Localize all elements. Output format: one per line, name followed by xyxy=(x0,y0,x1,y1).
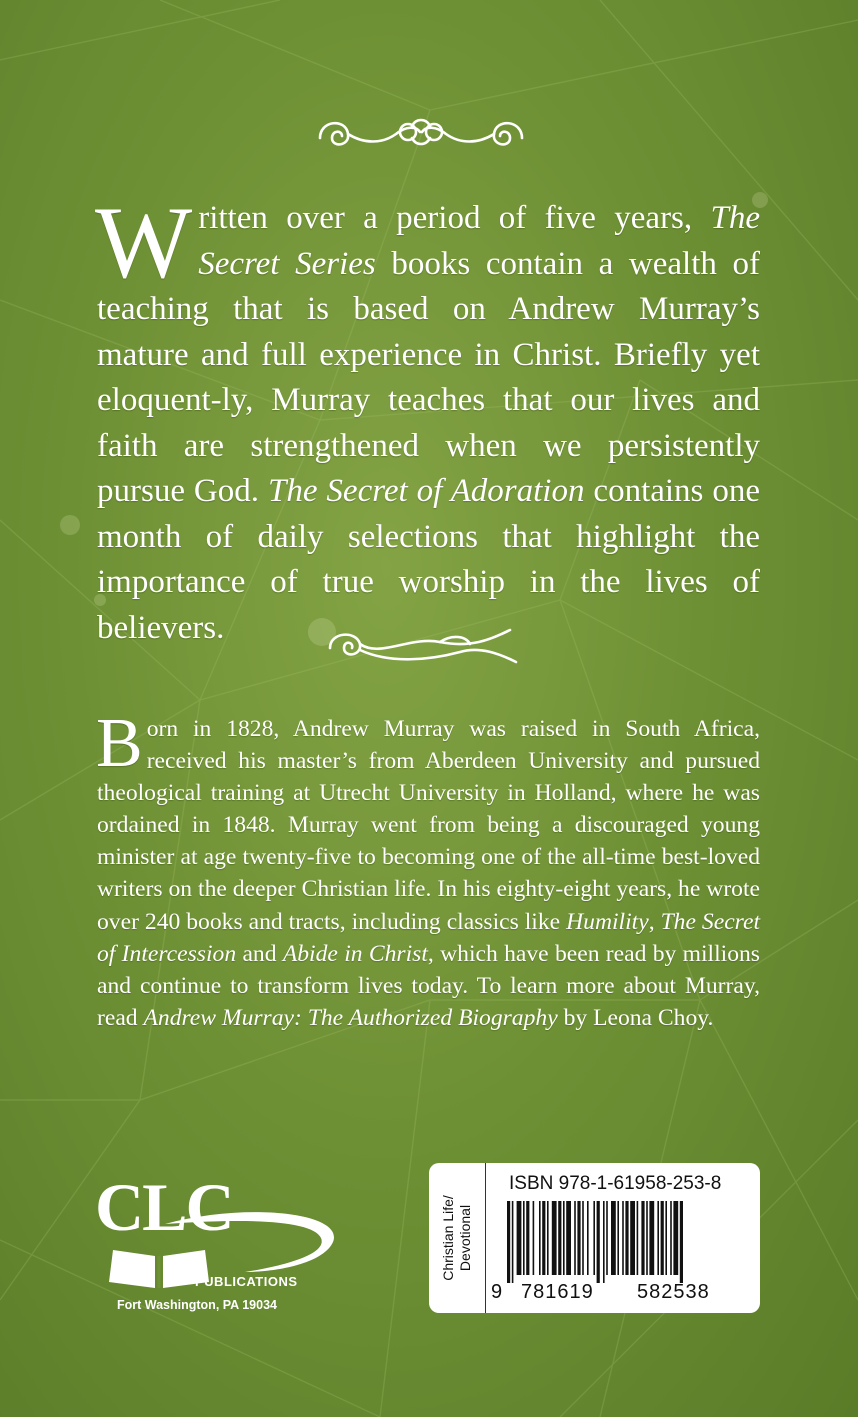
barcode-bar xyxy=(574,1201,576,1275)
barcode-bar xyxy=(523,1201,525,1275)
description-paragraph xyxy=(95,186,760,651)
barcode-bar xyxy=(533,1201,535,1275)
category-label-box xyxy=(429,1163,486,1313)
barcode-bar xyxy=(577,1201,580,1275)
barcode-bar xyxy=(611,1201,616,1275)
barcode-bar xyxy=(622,1201,624,1275)
barcode-bar xyxy=(587,1201,589,1275)
barcode-bar xyxy=(517,1201,522,1275)
series-title: The Secret Series xyxy=(198,200,760,282)
book-title: Abide in Christ xyxy=(282,940,428,967)
barcode-bar xyxy=(552,1201,557,1275)
barcode-bar xyxy=(542,1201,545,1275)
barcode-bar xyxy=(603,1201,605,1283)
barcode-digits-right: 582538 xyxy=(637,1281,710,1303)
barcode-bar xyxy=(563,1201,565,1275)
barcode-bar xyxy=(512,1201,514,1283)
description-text: books contain a wealth of teaching that is based on Andrew Murray’s mature and full experience in Christ. Briefly yet eloquent-ly, Murray teaches that our lives and faith are strengthened when we persistently pursue God. xyxy=(97,245,760,509)
isbn-number: ISBN 978-1-61958-253-8 xyxy=(509,1173,722,1194)
bio-text: , xyxy=(648,908,661,935)
barcode-bar xyxy=(625,1201,628,1275)
barcode-bar xyxy=(673,1201,678,1275)
publisher-logo xyxy=(95,1169,345,1322)
barcode-bar xyxy=(539,1201,541,1275)
bio-text: and xyxy=(236,940,283,967)
barcode-bar xyxy=(526,1201,529,1275)
top-flourish-ornament-icon xyxy=(312,108,530,156)
barcode-digits-left: 781619 xyxy=(521,1281,594,1303)
barcode-bar xyxy=(649,1201,654,1275)
open-book-icon xyxy=(109,1242,209,1290)
bio-text: by Leona Choy. xyxy=(557,1004,714,1031)
isbn-barcode-box xyxy=(429,1163,760,1313)
publisher-address: Fort Washington, PA 19034 xyxy=(117,1298,277,1312)
bio-text: , which have been read by millions and continue to transform lives today. To learn more about Murray, read xyxy=(97,940,760,1031)
barcode-bar xyxy=(558,1201,561,1275)
barcode-bar xyxy=(657,1201,659,1275)
barcode-bar xyxy=(630,1201,635,1275)
book-title: Humility xyxy=(566,908,649,935)
category-label: Christian Life/ Devotional xyxy=(440,1195,473,1281)
author-bio-paragraph xyxy=(96,705,761,1034)
barcode-bar xyxy=(547,1201,549,1275)
barcode xyxy=(503,1201,748,1283)
barcode-bar xyxy=(680,1201,683,1283)
barcode-bar xyxy=(606,1201,608,1275)
logo-wordmark: CLC xyxy=(95,1169,233,1245)
barcode-bar xyxy=(507,1201,510,1283)
description-text: ritten over a period of five years, xyxy=(198,200,711,236)
barcode-digit-first: 9 xyxy=(491,1281,503,1303)
description-text: contains one month of daily selections that highlight the importance of true worship in the lives of believers. xyxy=(97,473,760,646)
barcode-bar xyxy=(566,1201,571,1275)
bio-text: orn in 1828, Andrew Murray was raised in South Africa, received his master’s from Aberdeen University and pursued theological training at Utrecht University in Holland, where he was ordained in 1848. Murray went from being a discouraged young minister at age twenty-five to becoming one of the all-time best-loved writers on the deeper Christian life. In his eighty-eight years, he wrote over 240 books and tracts, including classics like xyxy=(97,716,760,935)
barcode-bar xyxy=(597,1201,600,1283)
book-title: The Secret of Intercession xyxy=(97,908,761,967)
barcode-bar xyxy=(637,1201,639,1275)
barcode-bar xyxy=(661,1201,664,1275)
drop-cap: B xyxy=(96,705,143,782)
barcode-bar xyxy=(582,1201,584,1275)
book-title: The Secret of Adoration xyxy=(267,473,585,509)
barcode-bar xyxy=(617,1201,619,1275)
barcode-bar xyxy=(593,1201,595,1275)
barcode-bar xyxy=(670,1201,672,1275)
drop-cap: W xyxy=(95,186,193,300)
barcode-bar xyxy=(665,1201,667,1275)
barcode-bar xyxy=(641,1201,644,1275)
barcode-bar xyxy=(646,1201,648,1275)
book-title: Andrew Murray: The Authorized Biography xyxy=(143,1004,558,1031)
publisher-imprint: PUBLICATIONS xyxy=(195,1274,298,1289)
middle-flourish-ornament-icon xyxy=(320,620,525,670)
